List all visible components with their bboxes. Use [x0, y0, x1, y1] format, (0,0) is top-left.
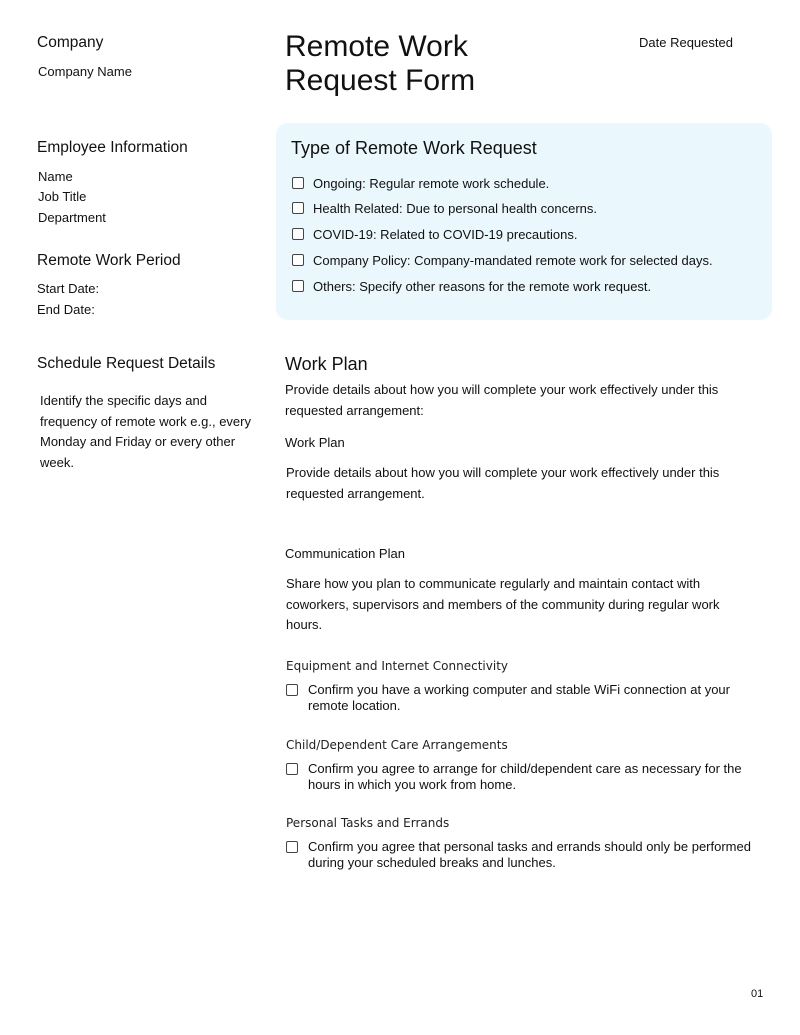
page-number: 01 — [751, 988, 764, 1000]
checkbox-childcare[interactable] — [286, 763, 298, 775]
end-date-field[interactable]: End Date: — [37, 302, 95, 317]
company-heading: Company — [37, 34, 104, 51]
remote-period-heading: Remote Work Period — [37, 252, 181, 269]
work-plan-intro: Provide details about how you will complete your work effectively under this requested arrangement: — [285, 382, 719, 418]
personal-tasks-text: Confirm you agree that personal tasks and errands should only be performed during your scheduled breaks and lunches. — [308, 839, 751, 870]
checkbox-covid[interactable] — [292, 228, 304, 240]
company-name-field[interactable]: Company Name — [38, 64, 132, 79]
personal-tasks-heading: Personal Tasks and Errands — [286, 816, 450, 830]
work-plan-heading: Work Plan — [285, 354, 368, 374]
date-requested-field[interactable]: Date Requested — [639, 35, 733, 50]
page-title-line1: Remote Work — [285, 30, 468, 63]
schedule-text[interactable]: Identify the specific days and frequency of remote work e.g., every Monday and Friday or every other week. — [40, 393, 251, 470]
equipment-text: Confirm you have a working computer and stable WiFi connection at your remote location. — [308, 682, 730, 713]
checkbox-others[interactable] — [292, 280, 304, 292]
schedule-heading: Schedule Request Details — [37, 355, 216, 372]
work-plan-text[interactable]: Provide details about how you will complete your work effectively under this requested arrangement. — [286, 465, 720, 501]
department-field[interactable]: Department — [38, 210, 106, 225]
checkbox-equipment[interactable] — [286, 684, 298, 696]
job-title-field[interactable]: Job Title — [38, 189, 87, 204]
start-date-field[interactable]: Start Date: — [37, 281, 100, 296]
option-health: Health Related: Due to personal health concerns. — [313, 201, 598, 216]
page-title-line2: Request Form — [285, 64, 476, 97]
work-plan-subheading: Work Plan — [285, 435, 345, 450]
option-others: Others: Specify other reasons for the remote work request. — [313, 279, 652, 294]
employee-info-heading: Employee Information — [37, 139, 188, 156]
checkbox-ongoing[interactable] — [292, 177, 304, 189]
checkbox-company-policy[interactable] — [292, 254, 304, 266]
equipment-heading: Equipment and Internet Connectivity — [286, 659, 508, 673]
childcare-heading: Child/Dependent Care Arrangements — [286, 738, 508, 752]
communication-plan-heading: Communication Plan — [285, 546, 405, 561]
name-field[interactable]: Name — [38, 169, 73, 184]
option-company-policy: Company Policy: Company-mandated remote work for selected days. — [313, 253, 713, 268]
option-covid: COVID-19: Related to COVID-19 precautions. — [313, 227, 578, 242]
checkbox-personal-tasks[interactable] — [286, 841, 298, 853]
option-ongoing: Ongoing: Regular remote work schedule. — [313, 176, 550, 191]
communication-plan-text[interactable]: Share how you plan to communicate regularly and maintain contact with coworkers, supervisors and members of the community during regular work hours. — [286, 576, 720, 632]
childcare-text: Confirm you agree to arrange for child/dependent care as necessary for the hours in which you work from home. — [308, 761, 742, 792]
checkbox-health[interactable] — [292, 202, 304, 214]
request-type-heading: Type of Remote Work Request — [291, 138, 537, 158]
